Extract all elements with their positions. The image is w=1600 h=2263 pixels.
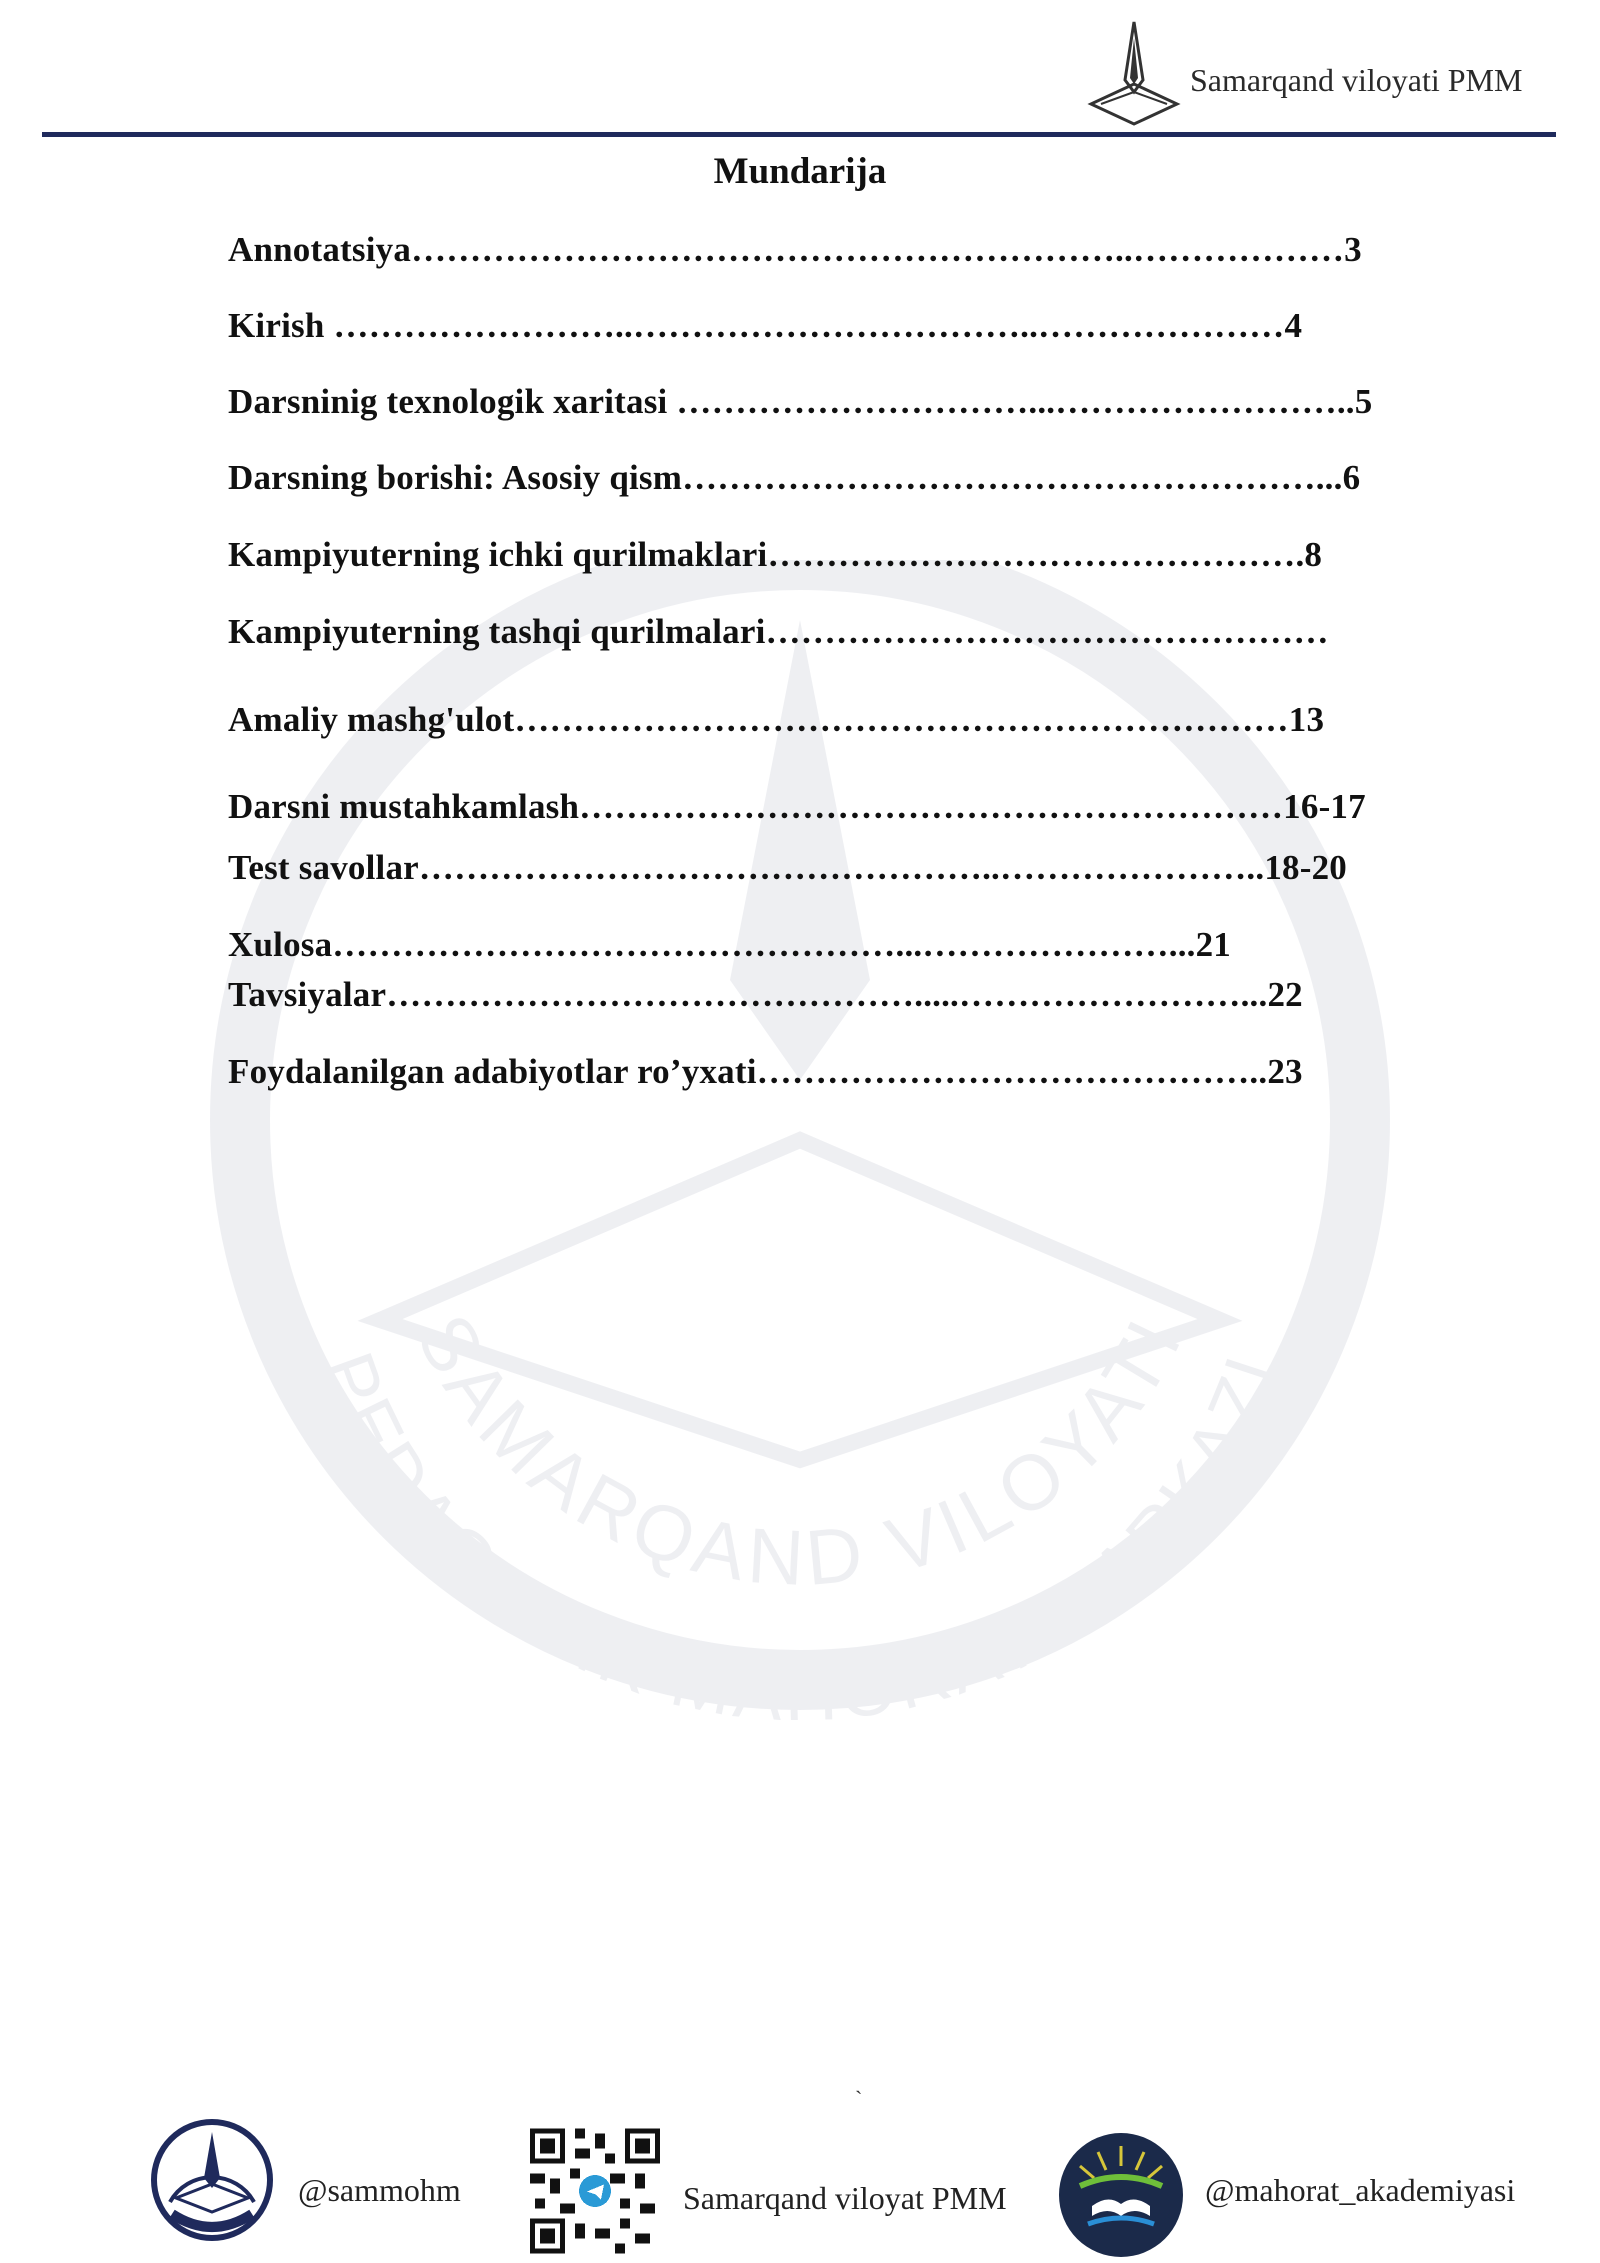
watermark-arc-top: SAMARQAND VILOYATI	[399, 1300, 1201, 1603]
footer-handle-left[interactable]: @sammohm	[298, 2172, 461, 2208]
mahorat-akademiyasi-emblem-icon	[1058, 2132, 1184, 2258]
toc-entry-title: Kirish	[228, 306, 334, 345]
toc-entry-leader: …………………………………………..…………………..	[418, 848, 1265, 887]
header-divider	[42, 132, 1556, 137]
toc-entry[interactable]	[228, 925, 1231, 965]
toc-entry[interactable]	[228, 382, 1372, 422]
stray-mark: `	[855, 2086, 863, 2111]
footer-handle-right[interactable]: @mahorat_akademiyasi	[1205, 2172, 1516, 2208]
toc-entry-leader: …………………………………………...…………………...	[332, 925, 1196, 964]
toc-entry[interactable]	[228, 306, 1302, 346]
toc-entry-leader: ……………………..……………………………..…………………	[333, 306, 1285, 345]
toc-entry[interactable]	[228, 612, 1329, 652]
footer-center-text: Samarqand viloyat PMM	[683, 2180, 1007, 2216]
toc-entry[interactable]	[228, 975, 1303, 1015]
watermark-arc-bottom: PEDAGOGIK MAHORAT MARKAZI	[305, 1341, 1295, 1720]
toc-entry-page: 13	[1288, 700, 1325, 739]
toc-entry-page: 5	[1354, 382, 1373, 421]
toc-entry-title: Kampiyuterning tashqi qurilmalari	[228, 612, 766, 651]
toc-entry-title: Tavsiyalar	[228, 975, 387, 1014]
toc-entry[interactable]	[228, 1052, 1303, 1092]
toc-entry-page: 4	[1284, 306, 1303, 345]
toc-entry[interactable]	[228, 535, 1322, 575]
toc-entry[interactable]	[228, 848, 1347, 888]
toc-entry-title: Darsninig texnologik xaritasi	[228, 382, 677, 421]
toc-entry-title: Xulosa	[228, 925, 333, 964]
toc-entry-leader: ……………………………………..	[756, 1052, 1268, 1091]
toc-entry-title: Annotatsiya	[228, 230, 412, 269]
toc-entry[interactable]	[228, 458, 1360, 498]
telegram-qr-code-icon	[530, 2128, 660, 2254]
toc-entry-page: 8	[1304, 535, 1323, 574]
samarqand-pmm-emblem-icon	[150, 2118, 274, 2242]
toc-entry-title: Darsning borishi: Asosiy qism	[228, 458, 683, 497]
toc-entry-leader: ……………………………………….....……………………...	[386, 975, 1268, 1014]
toc-entry-title: Kampiyuterning ichki qurilmaklari	[228, 535, 768, 574]
toc-entry-leader: …………………………………………………………	[514, 700, 1289, 739]
toc-entry-title: Amaliy mashg'ulot	[228, 700, 515, 739]
page-title: Mundarija	[713, 151, 887, 192]
toc-entry-leader: …………………………………………	[765, 612, 1329, 651]
toc-entry-leader: …………………………...……………………..	[676, 382, 1355, 421]
toc-entry-page: 6	[1342, 458, 1361, 497]
toc-entry-title: Foydalanilgan adabiyotlar ro’yxati	[228, 1052, 757, 1091]
toc-entry[interactable]	[228, 787, 1366, 827]
header-org-text: Samarqand viloyati PMM	[1190, 62, 1523, 98]
toc-entry-leader: ………………………………………………...	[682, 458, 1343, 497]
toc-entry-leader: ……………………………………….	[767, 535, 1305, 574]
header-logo-icon	[1083, 18, 1185, 130]
toc-entry-page: 16-17	[1283, 787, 1366, 826]
toc-entry[interactable]	[228, 230, 1362, 270]
toc-entry-title: Darsni mustahkamlash	[228, 787, 580, 826]
toc-entry-leader: ……………………………………………………..………………	[411, 230, 1345, 269]
toc-entry-page: 22	[1267, 975, 1303, 1014]
toc-entry-page: 21	[1195, 925, 1232, 964]
toc-entry-page: 18-20	[1264, 848, 1347, 887]
toc-entry[interactable]	[228, 700, 1324, 740]
toc-entry-page: 3	[1344, 230, 1362, 269]
toc-entry-page: 23	[1267, 1052, 1303, 1091]
toc-entry-title: Test savollar	[228, 848, 419, 887]
toc-entry-leader: ……………………………………………………	[579, 787, 1284, 826]
